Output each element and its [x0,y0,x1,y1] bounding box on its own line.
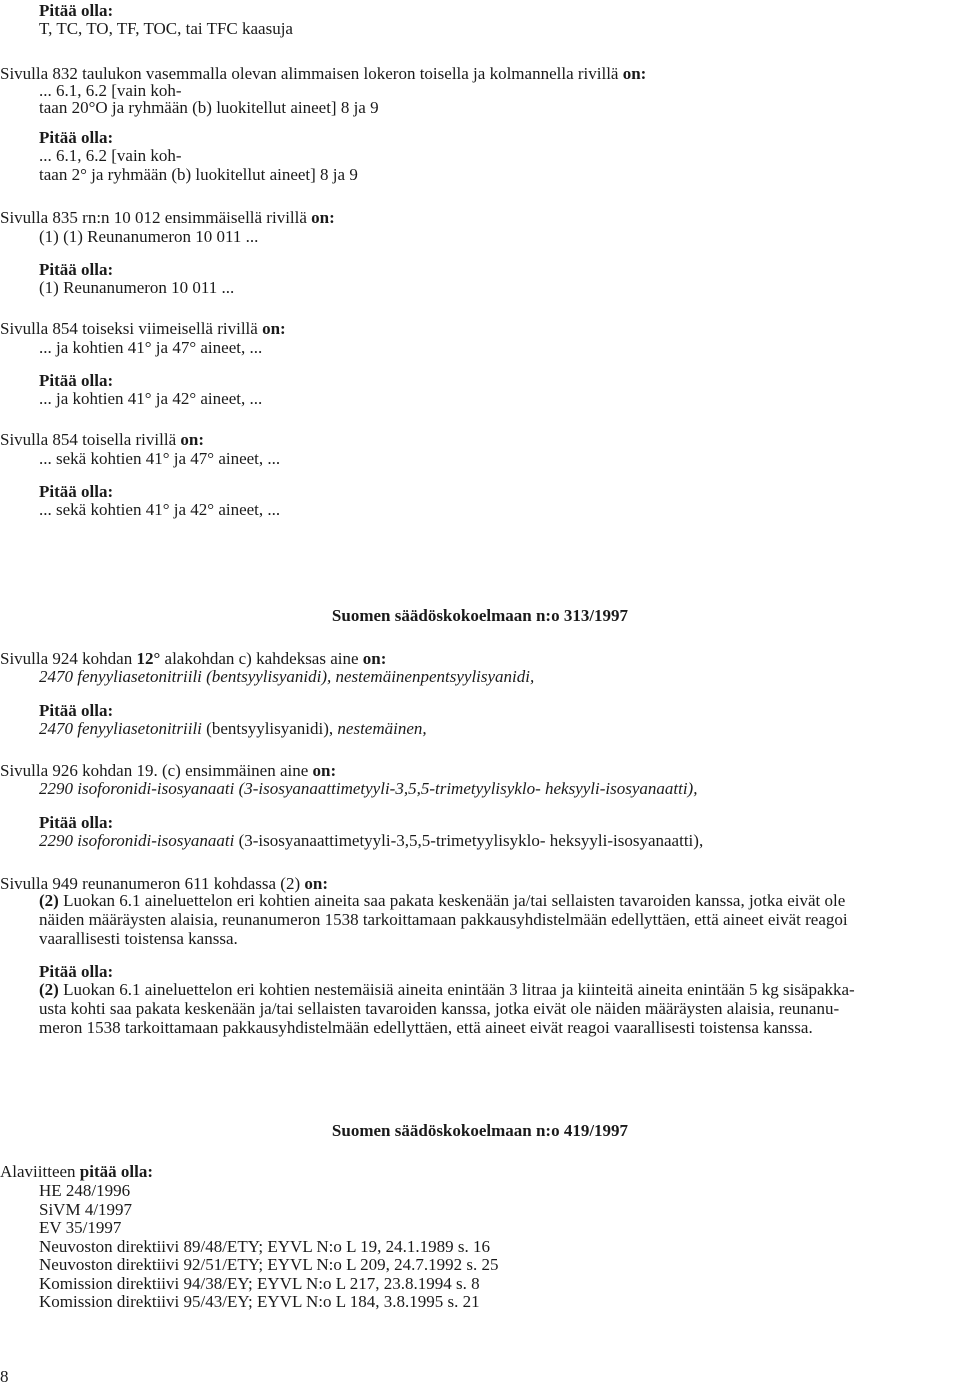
s835-old: (1) (1) Reunanumeron 10 011 ... [39,227,259,246]
s835-label: Pitää olla: [39,260,114,279]
s854b-old: ... sekä kohtien 41° ja 47° aineet, ... [39,449,281,468]
s832-old-line-2: taan 20°O ja ryhmään (b) luokitellut aineet] 8 ja 9 [39,98,379,117]
s924-label: Pitää olla: [39,701,114,720]
s949-old-line-1: (2) Luokan 6.1 aineluettelon eri kohtien aineita saa pakata keskenään ja/tai sellaisten tavaroiden kanssa, jotka eivät ole [39,891,846,910]
footnote-item: Komission direktiivi 94/38/EY; EYVL N:o L 217, 23.8.1994 s. 8 [39,1274,480,1293]
s926-old: 2290 isoforonidi-isosyanaati (3-isosyanaattimetyyli-3,5,5-trimetyylisyklo- heksyyli-isosyanaatti), [39,779,698,798]
s832-reference: Sivulla 832 taulukon vasemmalla olevan alimmaisen lokeron toisella ja kolmannella rivillä on: [0,64,647,83]
s832-new-line-1: ... 6.1, 6.2 [vain koh- [39,146,182,165]
s854b-label: Pitää olla: [39,482,114,501]
s949-new-line-1: (2) Luokan 6.1 aineluettelon eri kohtien nestemäisiä aineita enintään 3 litraa ja kiinteitä aineita enintään 5 kg sisäpakka- [39,980,855,999]
s924-reference: Sivulla 924 kohdan 12° alakohdan c) kahdeksas aine on: [0,649,387,668]
s924-new: 2470 fenyyliasetonitriili (bentsyylisyanidi), nestemäinen, [39,719,427,738]
section-heading-313: Suomen säädöskokoelmaan n:o 313/1997 [331,606,629,625]
footnote-item: Neuvoston direktiivi 92/51/ETY; EYVL N:o L 209, 24.7.1992 s. 25 [39,1255,499,1274]
s832-label: Pitää olla: [39,128,114,147]
s949-old-line-3: vaarallisesti toistensa kanssa. [39,929,238,948]
s949-new-line-2: usta kohti saa pakata keskenään ja/tai sellaisten tavaroiden kanssa, jotka eivät ole näiden määräysten alaisia, reunanu- [39,999,840,1018]
s854a-new: ... ja kohtien 41° ja 42° aineet, ... [39,389,263,408]
intro-label: Pitää olla: [39,1,114,20]
s835-reference: Sivulla 835 rn:n 10 012 ensimmäisellä rivillä on: [0,208,335,227]
footnote-reference: Alaviitteen pitää olla: [0,1162,153,1181]
s832-new-line-2: taan 2° ja ryhmään (b) luokitellut aineet] 8 ja 9 [39,165,358,184]
s854a-reference: Sivulla 854 toiseksi viimeisellä rivillä on: [0,319,286,338]
footnote-item: SiVM 4/1997 [39,1200,133,1219]
s835-new: (1) Reunanumeron 10 011 ... [39,278,235,297]
footnote-item: HE 248/1996 [39,1181,131,1200]
s924-old: 2470 fenyyliasetonitriili (bentsyylisyanidi), nestemäinenpentsyylisyanidi, [39,667,535,686]
page-number: 8 [0,1367,9,1386]
intro-text: T, TC, TO, TF, TOC, tai TFC kaasuja [39,19,293,38]
s854a-old: ... ja kohtien 41° ja 47° aineet, ... [39,338,263,357]
s949-label: Pitää olla: [39,962,114,981]
footnote-item: EV 35/1997 [39,1218,122,1237]
s854a-label: Pitää olla: [39,371,114,390]
s949-new-line-3: meron 1538 tarkoittamaan pakkausyhdistelmään edellyttäen, että aineet eivät reagoi vaarallisesti toistensa kanssa. [39,1018,813,1037]
s926-reference: Sivulla 926 kohdan 19. (c) ensimmäinen aine on: [0,761,337,780]
section-heading-419: Suomen säädöskokoelmaan n:o 419/1997 [331,1121,629,1140]
s926-new: 2290 isoforonidi-isosyanaati (3-isosyanaattimetyyli-3,5,5-trimetyylisyklo- heksyyli-isosyanaatti), [39,831,704,850]
s854b-new: ... sekä kohtien 41° ja 42° aineet, ... [39,500,281,519]
footnote-item: Komission direktiivi 95/43/EY; EYVL N:o L 184, 3.8.1995 s. 21 [39,1292,480,1311]
s854b-reference: Sivulla 854 toisella rivillä on: [0,430,204,449]
s832-old-line-1: ... 6.1, 6.2 [vain koh- [39,81,182,100]
s926-label: Pitää olla: [39,813,114,832]
footnote-item: Neuvoston direktiivi 89/48/ETY; EYVL N:o L 19, 24.1.1989 s. 16 [39,1237,490,1256]
s949-old-line-2: näiden määräysten alaisia, reunanumeron 1538 tarkoittamaan pakkausyhdistelmään edellyttäen, että aineet eivät reagoi [39,910,848,929]
s949-reference: Sivulla 949 reunanumeron 611 kohdassa (2) on: [0,874,328,893]
